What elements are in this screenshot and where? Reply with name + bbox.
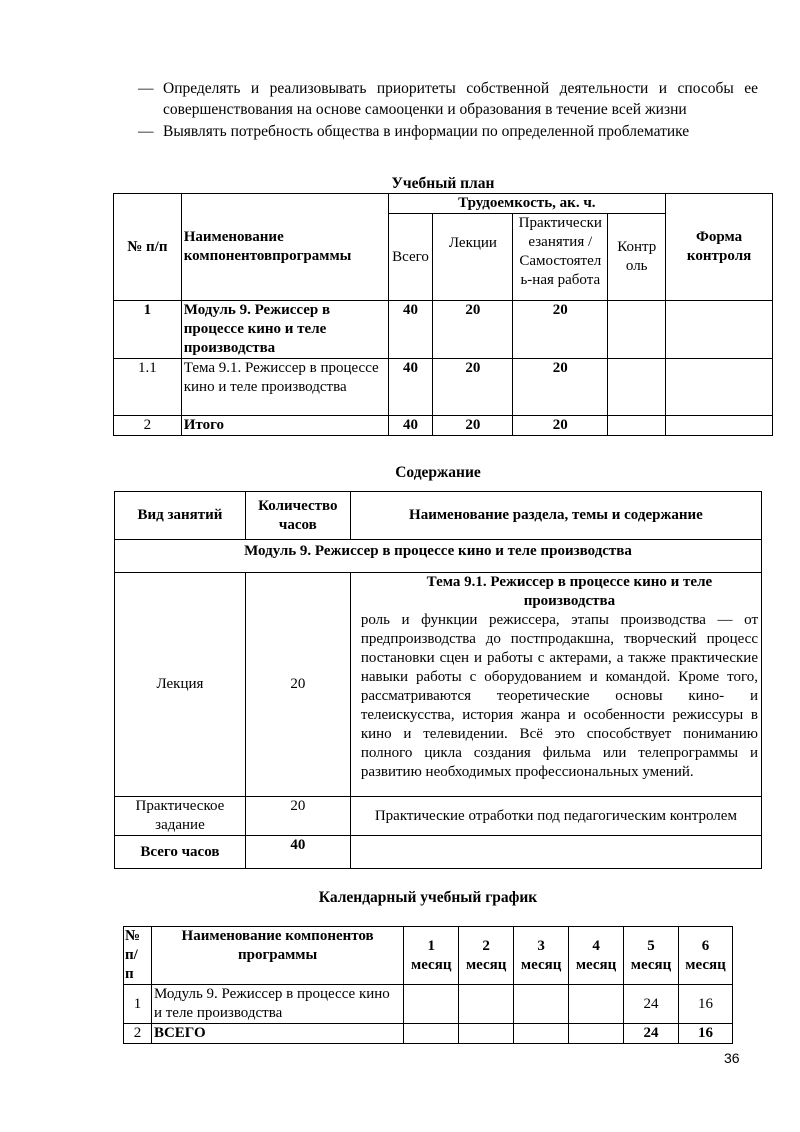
calendar-cell-num: 2: [124, 1024, 152, 1044]
calendar-header-month: 2 месяц: [459, 927, 514, 985]
bullet-text: Выявлять потребность общества в информации по определенной проблематике: [163, 123, 690, 140]
content-header-desc: Наименование раздела, темы и содержание: [350, 492, 761, 540]
plan-cell-form: [666, 301, 773, 359]
calendar-header-num: № п/ п: [124, 927, 152, 985]
plan-cell-control: [608, 359, 666, 416]
bullet-item: [138, 121, 758, 142]
plan-header-control: Контр оль: [608, 214, 666, 301]
plan-cell-num: 2: [114, 416, 182, 436]
content-cell-type: Практическое задание: [115, 797, 246, 836]
plan-header-name: Наименование компонентовпрограммы: [181, 194, 388, 301]
bullet-text: Определять и реализовывать приоритеты собственной деятельности и способы ее совершенствования на основе самооценки и образования в течение всей жизни: [163, 80, 758, 118]
plan-header-num: № п/п: [114, 194, 182, 301]
calendar-cell-month: [459, 1024, 514, 1044]
plan-cell-form: [666, 416, 773, 436]
page-number: 36: [724, 1050, 740, 1066]
plan-cell-num: 1: [114, 301, 182, 359]
plan-cell-practice: 20: [513, 301, 608, 359]
content-module-title: Модуль 9. Режиссер в процессе кино и теле производства: [115, 540, 762, 573]
plan-table: [113, 193, 773, 436]
plan-cell-lectures: 20: [433, 416, 513, 436]
calendar-header-month: 5 месяц: [624, 927, 679, 985]
plan-cell-name: Итого: [181, 416, 388, 436]
plan-header-practice: Практически езанятия / Самостоятел ь-ная работа: [513, 214, 608, 301]
calendar-header-month: 4 месяц: [569, 927, 624, 985]
content-cell-desc: Практические отработки под педагогическим контролем: [350, 797, 761, 836]
plan-title: Учебный план: [391, 175, 495, 192]
plan-cell-practice: 20: [513, 416, 608, 436]
calendar-header-name: Наименование компонентов программы: [151, 927, 403, 985]
table-row: [114, 416, 773, 436]
plan-cell-practice: 20: [513, 359, 608, 416]
calendar-header-month: 6 месяц: [679, 927, 733, 985]
calendar-title: Календарный учебный график: [318, 889, 538, 906]
content-table: [114, 491, 762, 869]
content-title: Содержание: [395, 464, 481, 481]
content-cell-type: Лекция: [115, 573, 246, 797]
plan-cell-lectures: 20: [433, 359, 513, 416]
calendar-cell-month: [404, 1024, 459, 1044]
calendar-cell-month: 24: [624, 1024, 679, 1044]
plan-header-labor: Трудоемкость, ак. ч.: [388, 194, 666, 214]
plan-cell-control: [608, 416, 666, 436]
plan-cell-num: 1.1: [114, 359, 182, 416]
calendar-cell-month: 16: [679, 985, 733, 1024]
plan-cell-total: 40: [388, 359, 433, 416]
table-row: [115, 797, 762, 836]
calendar-cell-month: [404, 985, 459, 1024]
table-row: [114, 359, 773, 416]
calendar-cell-month: [569, 985, 624, 1024]
table-row: [114, 301, 773, 359]
content-header-type: Вид занятий: [115, 492, 246, 540]
calendar-cell-month: [514, 985, 569, 1024]
calendar-cell-month: 24: [624, 985, 679, 1024]
calendar-cell-name: Модуль 9. Режиссер в процессе кино и теле производства: [151, 985, 403, 1024]
calendar-cell-name: ВСЕГО: [151, 1024, 403, 1044]
table-row: [124, 985, 733, 1024]
plan-cell-name: Тема 9.1. Режиссер в процессе кино и теле производства: [181, 359, 388, 416]
plan-header-lectures: Лекции: [433, 214, 513, 301]
content-header-hours: Количество часов: [245, 492, 350, 540]
calendar-header-month: 1 месяц: [404, 927, 459, 985]
calendar-cell-month: 16: [679, 1024, 733, 1044]
table-row: [115, 573, 762, 797]
table-row: [124, 1024, 733, 1044]
content-cell-desc: [350, 836, 761, 869]
content-cell-hours: 20: [245, 573, 350, 797]
plan-cell-name: Модуль 9. Режиссер в процессе кино и теле производства: [181, 301, 388, 359]
content-cell-type: Всего часов: [115, 836, 246, 869]
plan-cell-form: [666, 359, 773, 416]
topic-text: роль и функции режиссера, этапы производства — от предпроизводства до постпродакшна, творческий процесс постановки сцен и работы с актерами, а также практические навыки работы с оборудованием и командой. Кроме того, рассматриваются теоретические основы кино- и телеискусства, история жанра и особенности режиссуры в кино и телевидении. Всё это способствует пониманию полного цикла создания фильма или телепрограммы и развитию необходимых профессиональных умений.: [360, 612, 758, 780]
content-cell-hours: 40: [245, 836, 350, 869]
bullet-item: [138, 78, 758, 120]
plan-cell-total: 40: [388, 416, 433, 436]
content-cell-hours: 20: [245, 797, 350, 836]
bullet-dash: —: [138, 123, 154, 140]
calendar-cell-month: [514, 1024, 569, 1044]
topic-title: Тема 9.1. Режиссер в процессе кино и теле производства: [426, 574, 713, 609]
table-row: [115, 836, 762, 869]
plan-header-total: Всего: [388, 214, 433, 301]
calendar-cell-num: 1: [124, 985, 152, 1024]
plan-cell-lectures: 20: [433, 301, 513, 359]
bullet-dash: —: [138, 80, 154, 97]
calendar-cell-month: [459, 985, 514, 1024]
calendar-table: [123, 926, 733, 1044]
content-cell-desc: [350, 573, 761, 797]
calendar-cell-month: [569, 1024, 624, 1044]
plan-cell-control: [608, 301, 666, 359]
plan-header-form: Форма контроля: [666, 194, 773, 301]
plan-cell-total: 40: [388, 301, 433, 359]
calendar-header-month: 3 месяц: [514, 927, 569, 985]
